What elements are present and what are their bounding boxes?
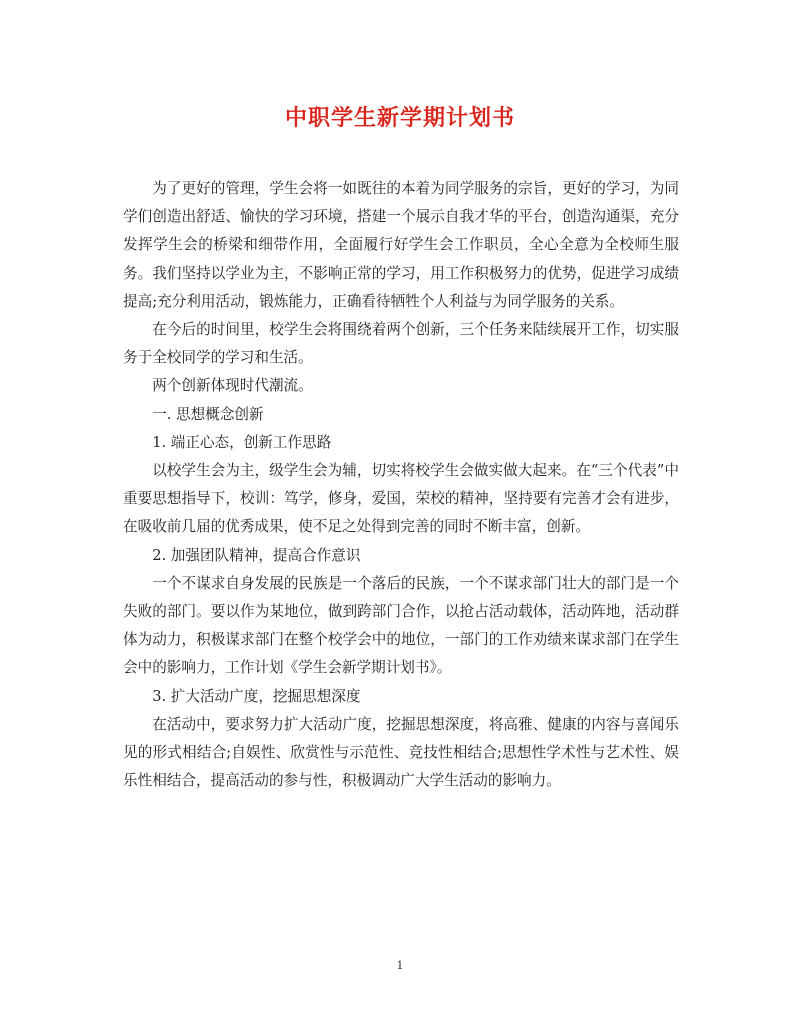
paragraph-mindset: 以校学生会为主，级学生会为辅，切实将校学生会做实做大起来。在“三个代表”中重要思想指导下，校训：笃学，修身，爱国，荣校的精神，坚持要有完善才会有进步，在吸收前几届的优秀成果，使不足之处得到完善的同时不断丰富，创新。 xyxy=(123,462,679,536)
subheading-teamwork: 2. 加强团队精神，提高合作意识 xyxy=(152,546,361,564)
document-title: 中职学生新学期计划书 xyxy=(284,105,515,131)
page-number: 1 xyxy=(396,959,404,972)
paragraph-two-innovations: 两个创新体现时代潮流。 xyxy=(152,377,313,395)
section-heading-idea-innovation: 一. 思想概念创新 xyxy=(152,405,264,423)
subheading-activities: 3. 扩大活动广度，挖掘思想深度 xyxy=(152,687,361,705)
paragraph-intro: 为了更好的管理，学生会将一如既往的本着为同学服务的宗旨，更好的学习，为同学们创造出舒适、愉快的学习环境，搭建一个展示自我才华的平台，创造沟通渠，充分发挥学生会的桥梁和细带作用，全面履行好学生会工作职员，全心全意为全校师生服务。我们坚持以学业为主，不影响正常的学习，用工作积极努力的优势，促进学习成绩提高;充分利用活动，锻炼能力，正确看待牺牲个人利益与为同学服务的关系。 xyxy=(123,180,679,310)
paragraph-teamwork: 一个不谋求自身发展的民族是一个落后的民族，一个不谋求部门壮大的部门是一个失败的部门。要以作为某地位，做到跨部门合作，以抢占活动载体，活动阵地，活动群体为动力，积极谋求部门在整个校学会中的地位，一部门的工作劝绩来谋求部门在学生会中的影响力，工作计划《学生会新学期计划书》。 xyxy=(123,574,679,677)
subheading-mindset: 1. 端正心态，创新工作思路 xyxy=(152,433,332,451)
document-body xyxy=(123,175,679,795)
paragraph-plan: 在今后的时间里，校学生会将围绕着两个创新，三个任务来陆续展开工作，切实服务于全校同学的学习和生活。 xyxy=(123,321,679,367)
paragraph-activities: 在活动中，要求努力扩大活动广度，挖掘思想深度，将高雅、健康的内容与喜闻乐见的形式相结合;自娱性、欣赏性与示范性、竞技性相结合;思想性学术性与艺术性、娱乐性相结合，提高活动的参与性，积极调动广大学生活动的影响力。 xyxy=(123,715,679,790)
